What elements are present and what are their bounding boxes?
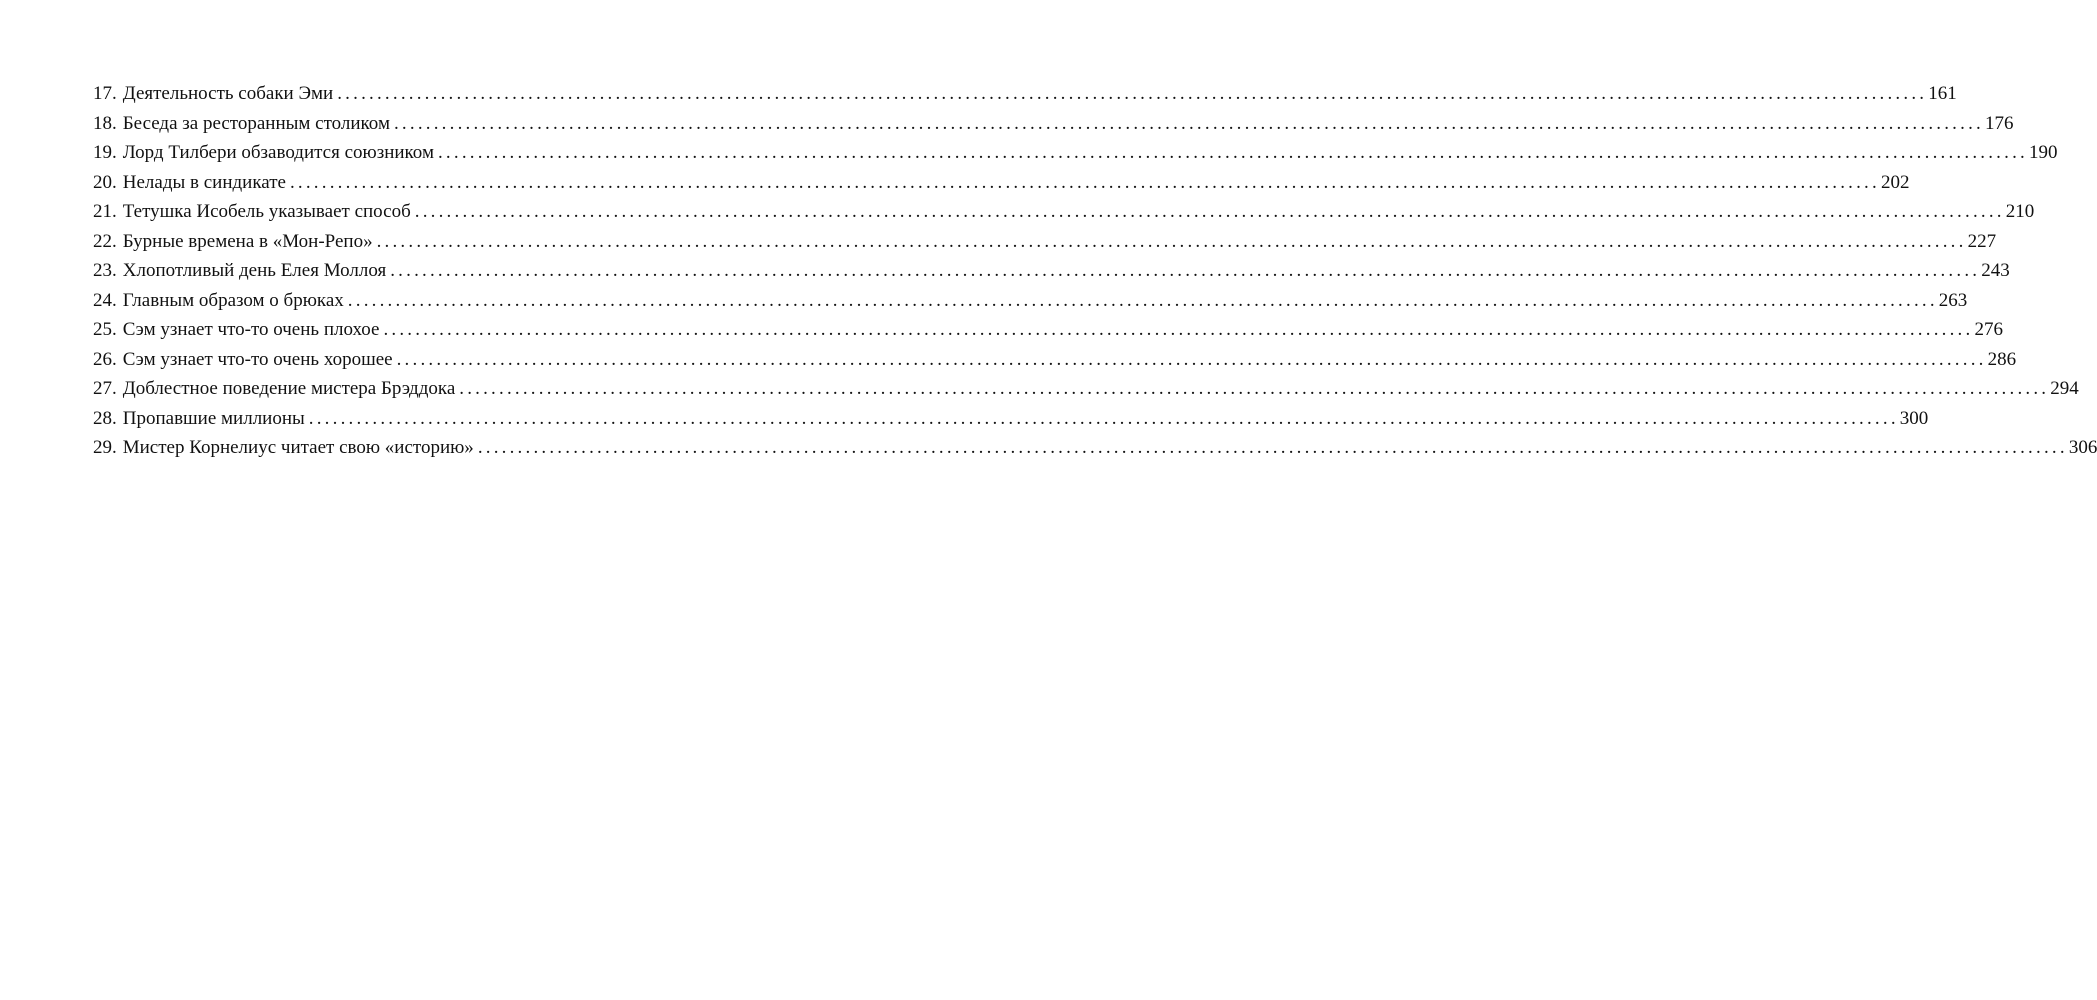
toc-entry-page: 263 xyxy=(1938,289,1968,311)
toc-entry-page: 202 xyxy=(1880,171,1910,193)
toc-entry-page: 286 xyxy=(1987,348,2017,370)
toc-dot-leader: ........................................................................................................................................................................................................ xyxy=(459,378,2050,399)
toc-entry-title: Бурные времена в «Мон-Репо» xyxy=(122,230,373,252)
toc-entry xyxy=(93,289,1968,320)
toc-entry xyxy=(93,201,2035,231)
toc-entry-number: 24. xyxy=(93,289,117,311)
toc-entry-page: 161 xyxy=(1928,83,1957,104)
toc-entry xyxy=(93,171,1910,202)
toc-entry xyxy=(93,142,2058,172)
toc-entry-page: 243 xyxy=(1981,260,2010,281)
toc-entry-title: Доблестное поведение мистера Брэддока xyxy=(122,378,456,399)
toc-entry-title: Мистер Корнелиус читает свою «историю» xyxy=(122,437,474,458)
toc-entry-number: 28. xyxy=(93,407,117,429)
toc-dot-leader: ........................................................................................................................................................................................................ xyxy=(383,319,1974,340)
toc-entry-page: 190 xyxy=(2028,142,2058,163)
toc-entry-title: Сэм узнает что-то очень хорошее xyxy=(122,348,393,370)
toc-entry-page: 210 xyxy=(2005,201,2035,222)
toc-entry-title: Главным образом о брюках xyxy=(122,289,344,311)
toc-entry-page: 306 xyxy=(2068,437,2097,458)
toc-entry-number: 23. xyxy=(93,260,117,281)
table-of-contents xyxy=(93,83,2097,467)
toc-entry xyxy=(93,112,2014,143)
toc-dot-leader: ........................................................................................................................................................................................................ xyxy=(376,230,1967,252)
toc-entry-title: Хлопотливый день Елея Моллоя xyxy=(122,260,387,281)
toc-entry-number: 26. xyxy=(93,348,117,370)
toc-entry xyxy=(93,319,2003,349)
toc-entry-number: 19. xyxy=(93,142,117,163)
toc-entry-page: 227 xyxy=(1967,230,1997,252)
toc-dot-leader: ........................................................................................................................................................................................................ xyxy=(396,348,1987,370)
toc-entry xyxy=(93,230,1997,261)
toc-entry-page: 176 xyxy=(1984,112,2014,134)
toc-entry xyxy=(93,260,2010,290)
toc-entry-number: 21. xyxy=(93,201,117,222)
toc-dot-leader: ........................................................................................................................................................................................................ xyxy=(477,437,2068,458)
toc-entry-page: 300 xyxy=(1899,407,1929,429)
toc-entry xyxy=(93,378,2079,408)
toc-entry-number: 25. xyxy=(93,319,117,340)
toc-entry-number: 29. xyxy=(93,437,117,458)
toc-entry xyxy=(93,83,1957,113)
toc-dot-leader: ........................................................................................................................................................................................................ xyxy=(390,260,1981,281)
toc-entry xyxy=(93,407,1929,438)
toc-entry-number: 20. xyxy=(93,171,117,193)
toc-entry-title: Нелады в синдикате xyxy=(122,171,286,193)
toc-dot-leader: ........................................................................................................................................................................................................ xyxy=(289,171,1880,193)
toc-entry-number: 18. xyxy=(93,112,117,134)
toc-dot-leader: ........................................................................................................................................................................................................ xyxy=(393,112,1984,134)
toc-entry-page: 276 xyxy=(1974,319,2003,340)
toc-entry-title: Тетушка Исобель указывает способ xyxy=(122,201,411,222)
toc-dot-leader: ........................................................................................................................................................................................................ xyxy=(347,289,1938,311)
toc-dot-leader: ........................................................................................................................................................................................................ xyxy=(414,201,2005,222)
toc-entry-title: Беседа за ресторанным столиком xyxy=(122,112,390,134)
toc-entry xyxy=(93,348,2017,379)
toc-dot-leader: ........................................................................................................................................................................................................ xyxy=(308,407,1899,429)
toc-entry-title: Деятельность собаки Эми xyxy=(122,83,334,104)
toc-dot-leader: ........................................................................................................................................................................................................ xyxy=(437,142,2028,163)
toc-entry-number: 27. xyxy=(93,378,117,399)
toc-entry-title: Пропавшие миллионы xyxy=(122,407,305,429)
toc-entry-page: 294 xyxy=(2050,378,2079,399)
toc-entry-number: 17. xyxy=(93,83,117,104)
toc-dot-leader: ........................................................................................................................................................................................................ xyxy=(337,83,1928,104)
toc-entry xyxy=(93,437,2097,467)
toc-entry-title: Сэм узнает что-то очень плохое xyxy=(122,319,380,340)
toc-entry-number: 22. xyxy=(93,230,117,252)
toc-entry-title: Лорд Тилбери обзаводится союзником xyxy=(122,142,434,163)
